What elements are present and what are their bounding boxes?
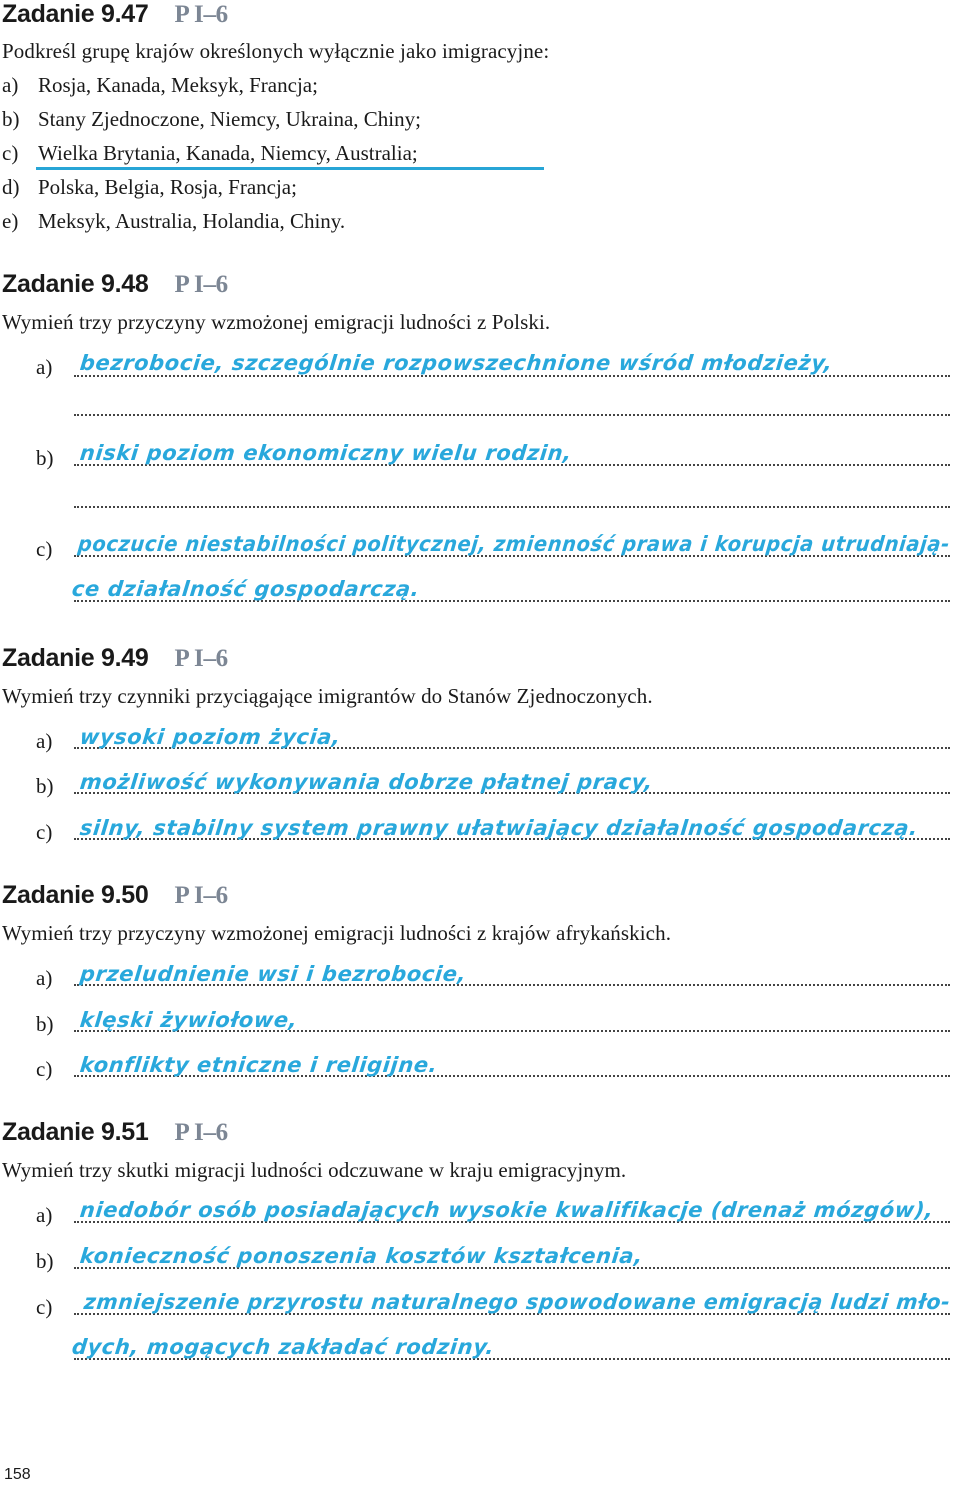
answer-label: b) [36,1012,54,1036]
task-header-9-47 [2,0,228,29]
task-number: Zadanie 9.49 [2,644,149,672]
answer-label: b) [36,446,54,470]
task-question: Wymień trzy przyczyny wzmożonej emigracji ludności z Polski. [2,310,551,334]
answer-label: a) [36,355,53,379]
answer-row-c [0,1055,960,1085]
task-header-9-48 [2,270,228,299]
task-number: Zadanie 9.48 [2,270,149,298]
answer-row-c-cont [0,1335,960,1368]
task-level: P I–6 [174,1,228,28]
answer-label: b) [36,774,54,798]
task-question: Wymień trzy czynniki przyciągające imigrantów do Stanów Zjednoczonych. [2,684,653,708]
task-number: Zadanie 9.50 [2,881,149,909]
option-e [2,209,345,234]
handwritten-answer-cont: dych, mogących zakładać rodziny. [70,1335,496,1359]
task-header-9-51 [2,1118,228,1147]
handwritten-answer: zmniejszenie przyrostu naturalnego spowodowane emigracją ludzi mło- [82,1290,952,1314]
option-label: c) [2,141,19,165]
option-a [2,73,318,98]
handwritten-answer: klęski żywiołowe, [78,1008,299,1032]
handwritten-answer: wysoki poziom życia, [78,725,342,749]
answer-row-c [0,1290,960,1323]
option-label: a) [2,73,19,97]
answer-label: c) [36,537,53,561]
answer-line[interactable] [74,414,950,416]
handwritten-answer: silny, stabilny system prawny ułatwiający działalność gospodarczą. [78,816,920,840]
option-text: Wielka Brytania, Kanada, Niemcy, Australia; [38,141,418,165]
answer-row-b [0,1010,960,1040]
page-number: 158 [4,1466,31,1483]
task-header-9-49 [2,644,228,673]
task-number: Zadanie 9.47 [2,0,149,28]
task-question: Wymień trzy przyczyny wzmożonej emigracji ludności z krajów afrykańskich. [2,921,672,945]
task-level: P I–6 [174,271,228,298]
option-text: Rosja, Kanada, Meksyk, Francja; [38,73,318,97]
answer-label: a) [36,729,53,753]
answer-label: c) [36,820,53,844]
answer-row-b-cont [0,488,960,518]
answer-row-c [0,532,960,565]
handwritten-answer: konieczność ponoszenia kosztów kształcenia, [78,1244,645,1268]
option-text: Meksyk, Australia, Holandia, Chiny. [38,209,346,233]
answer-row-c [0,818,960,848]
option-c [2,141,418,166]
option-b [2,107,421,132]
answer-label: b) [36,1249,54,1273]
task-level: P I–6 [174,882,228,909]
task-question: Wymień trzy skutki migracji ludności odczuwane w kraju emigracyjnym. [2,1158,627,1182]
answer-row-b [0,441,960,474]
answer-row-a [0,964,960,994]
answer-label: a) [36,1203,53,1227]
option-label: e) [2,209,19,233]
answer-underline [36,167,544,170]
handwritten-answer: przeludnienie wsi i bezrobocie, [78,962,468,986]
answer-label: c) [36,1295,53,1319]
task-header-9-50 [2,881,228,910]
option-text: Stany Zjednoczone, Niemcy, Ukraina, Chiny; [38,107,421,131]
handwritten-answer: możliwość wykonywania dobrze płatnej pracy, [78,770,655,794]
task-level: P I–6 [174,645,228,672]
handwritten-answer: bezrobocie, szczególnie rozpowszechnione wśród młodzieży, [78,351,834,375]
answer-row-a-cont [0,396,960,426]
answer-row-a [0,1198,960,1231]
answer-line[interactable] [74,375,950,377]
task-number: Zadanie 9.51 [2,1118,149,1146]
handwritten-answer: niski poziom ekonomiczny wielu rodzin, [78,441,574,465]
answer-row-b [0,1244,960,1277]
answer-label: c) [36,1057,53,1081]
option-label: d) [2,175,20,199]
handwritten-answer: poczucie niestabilności politycznej, zmienność prawa i korupcja utrudniają- [76,532,952,556]
handwritten-answer: niedobór osób posiadających wysokie kwalifikacje (drenaż mózgów), [78,1198,935,1222]
answer-row-a [0,727,960,757]
option-text: Polska, Belgia, Rosja, Francja; [38,175,297,199]
answer-label: a) [36,966,53,990]
task-question: Podkreśl grupę krajów określonych wyłącznie jako imigracyjne: [2,39,550,63]
handwritten-answer: konflikty etniczne i religijne. [78,1053,439,1077]
handwritten-answer-cont: ce działalność gospodarczą. [70,577,421,601]
answer-row-a [0,353,960,383]
task-level: P I–6 [174,1119,228,1146]
answer-row-b [0,772,960,802]
answer-row-c-cont [0,577,960,610]
option-label: b) [2,107,20,131]
option-d [2,175,297,200]
answer-line[interactable] [74,506,950,508]
